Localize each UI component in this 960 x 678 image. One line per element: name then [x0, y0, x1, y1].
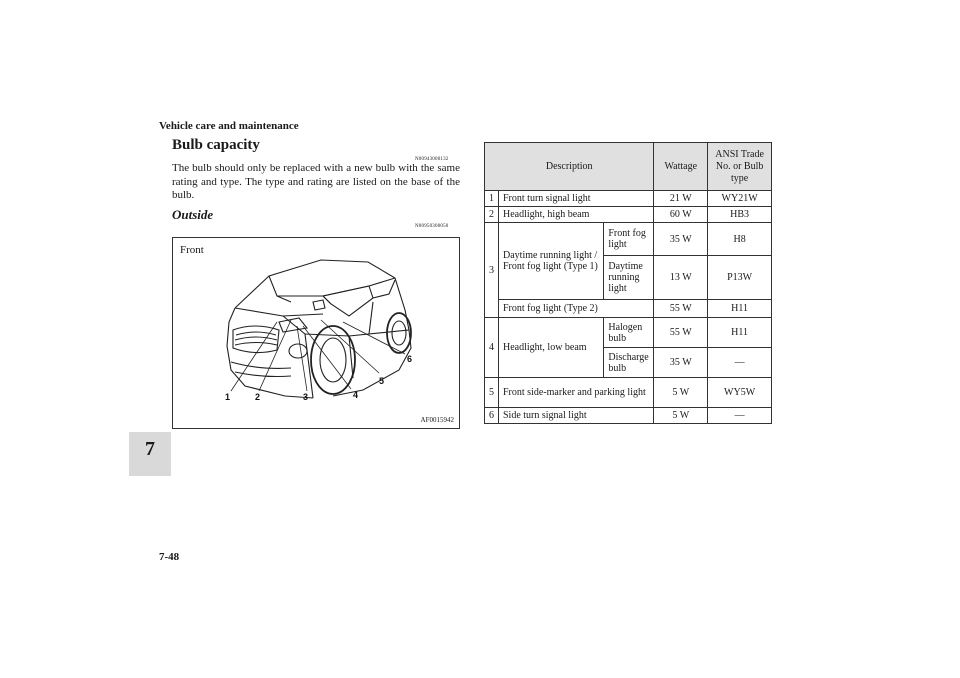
table-row — [485, 191, 772, 207]
row-ansi: — — [708, 348, 772, 378]
row-sub-description: Daytime running light — [604, 256, 654, 300]
row-number: 3 — [485, 223, 499, 318]
row-number: 4 — [485, 318, 499, 378]
row-wattage: 13 W — [654, 256, 708, 300]
row-ansi: H8 — [708, 223, 772, 256]
header-ansi: ANSI Trade No. or Bulb type — [708, 143, 772, 191]
page-number: 7-48 — [159, 551, 180, 563]
row-wattage: 5 W — [654, 408, 708, 424]
figure-code: AF0015942 — [420, 416, 454, 424]
row-number: 5 — [485, 378, 499, 408]
row-ansi: — — [708, 408, 772, 424]
chapter-number: 7 — [145, 438, 155, 460]
row-description: Front side-marker and parking light — [499, 378, 654, 408]
table-row — [485, 223, 772, 256]
row-number: 1 — [485, 191, 499, 207]
row-description: Side turn signal light — [499, 408, 654, 424]
row-ansi: HB3 — [708, 207, 772, 223]
row-ansi: P13W — [708, 256, 772, 300]
section-header: Vehicle care and maintenance — [159, 120, 299, 132]
row-wattage: 21 W — [654, 191, 708, 207]
row-ansi: WY21W — [708, 191, 772, 207]
row-wattage: 5 W — [654, 378, 708, 408]
row-number: 6 — [485, 408, 499, 424]
page-title: Bulb capacity — [172, 137, 260, 153]
chapter-tab — [129, 432, 171, 476]
row-wattage: 55 W — [654, 300, 708, 318]
row-ansi: H11 — [708, 300, 772, 318]
car-illustration-figure — [172, 237, 460, 429]
row-sub-description: Halogen bulb — [604, 318, 654, 348]
row-description: Front fog light (Type 2) — [499, 300, 654, 318]
row-group-description: Headlight, low beam — [499, 318, 604, 378]
bulb-capacity-table — [484, 142, 772, 424]
row-sub-description: Front fog light — [604, 223, 654, 256]
row-group-description: Daytime running light / Front fog light (Type 1) — [499, 223, 604, 300]
row-wattage: 35 W — [654, 223, 708, 256]
row-wattage: 35 W — [654, 348, 708, 378]
table-row — [485, 408, 772, 424]
callout-2: 2 — [255, 392, 261, 402]
table-row — [485, 378, 772, 408]
header-wattage: Wattage — [654, 143, 708, 191]
table-row — [485, 207, 772, 223]
row-description: Headlight, high beam — [499, 207, 654, 223]
header-description: Description — [485, 143, 654, 191]
row-wattage: 60 W — [654, 207, 708, 223]
intro-paragraph: The bulb should only be replaced with a new bulb with the same rating and type. The type and rating are listed on the base of the bulb. — [172, 162, 460, 202]
table-row — [485, 318, 772, 348]
row-ansi: H11 — [708, 318, 772, 348]
row-ansi: WY5W — [708, 378, 772, 408]
row-number: 2 — [485, 207, 499, 223]
row-description: Front turn signal light — [499, 191, 654, 207]
row-sub-description: Discharge bulb — [604, 348, 654, 378]
callout-4: 4 — [353, 390, 359, 400]
title-reference-code: N00943000132 — [415, 157, 449, 162]
callout-1: 1 — [225, 392, 231, 402]
figure-label: Front — [180, 244, 204, 256]
callout-3: 3 — [303, 392, 309, 402]
callout-5: 5 — [379, 376, 385, 386]
row-wattage: 55 W — [654, 318, 708, 348]
table-row — [485, 300, 772, 318]
subheading-reference-code: N00950300050 — [415, 224, 449, 229]
subheading: Outside — [172, 207, 214, 222]
car-illustration — [173, 238, 461, 430]
callout-6: 6 — [407, 354, 413, 364]
